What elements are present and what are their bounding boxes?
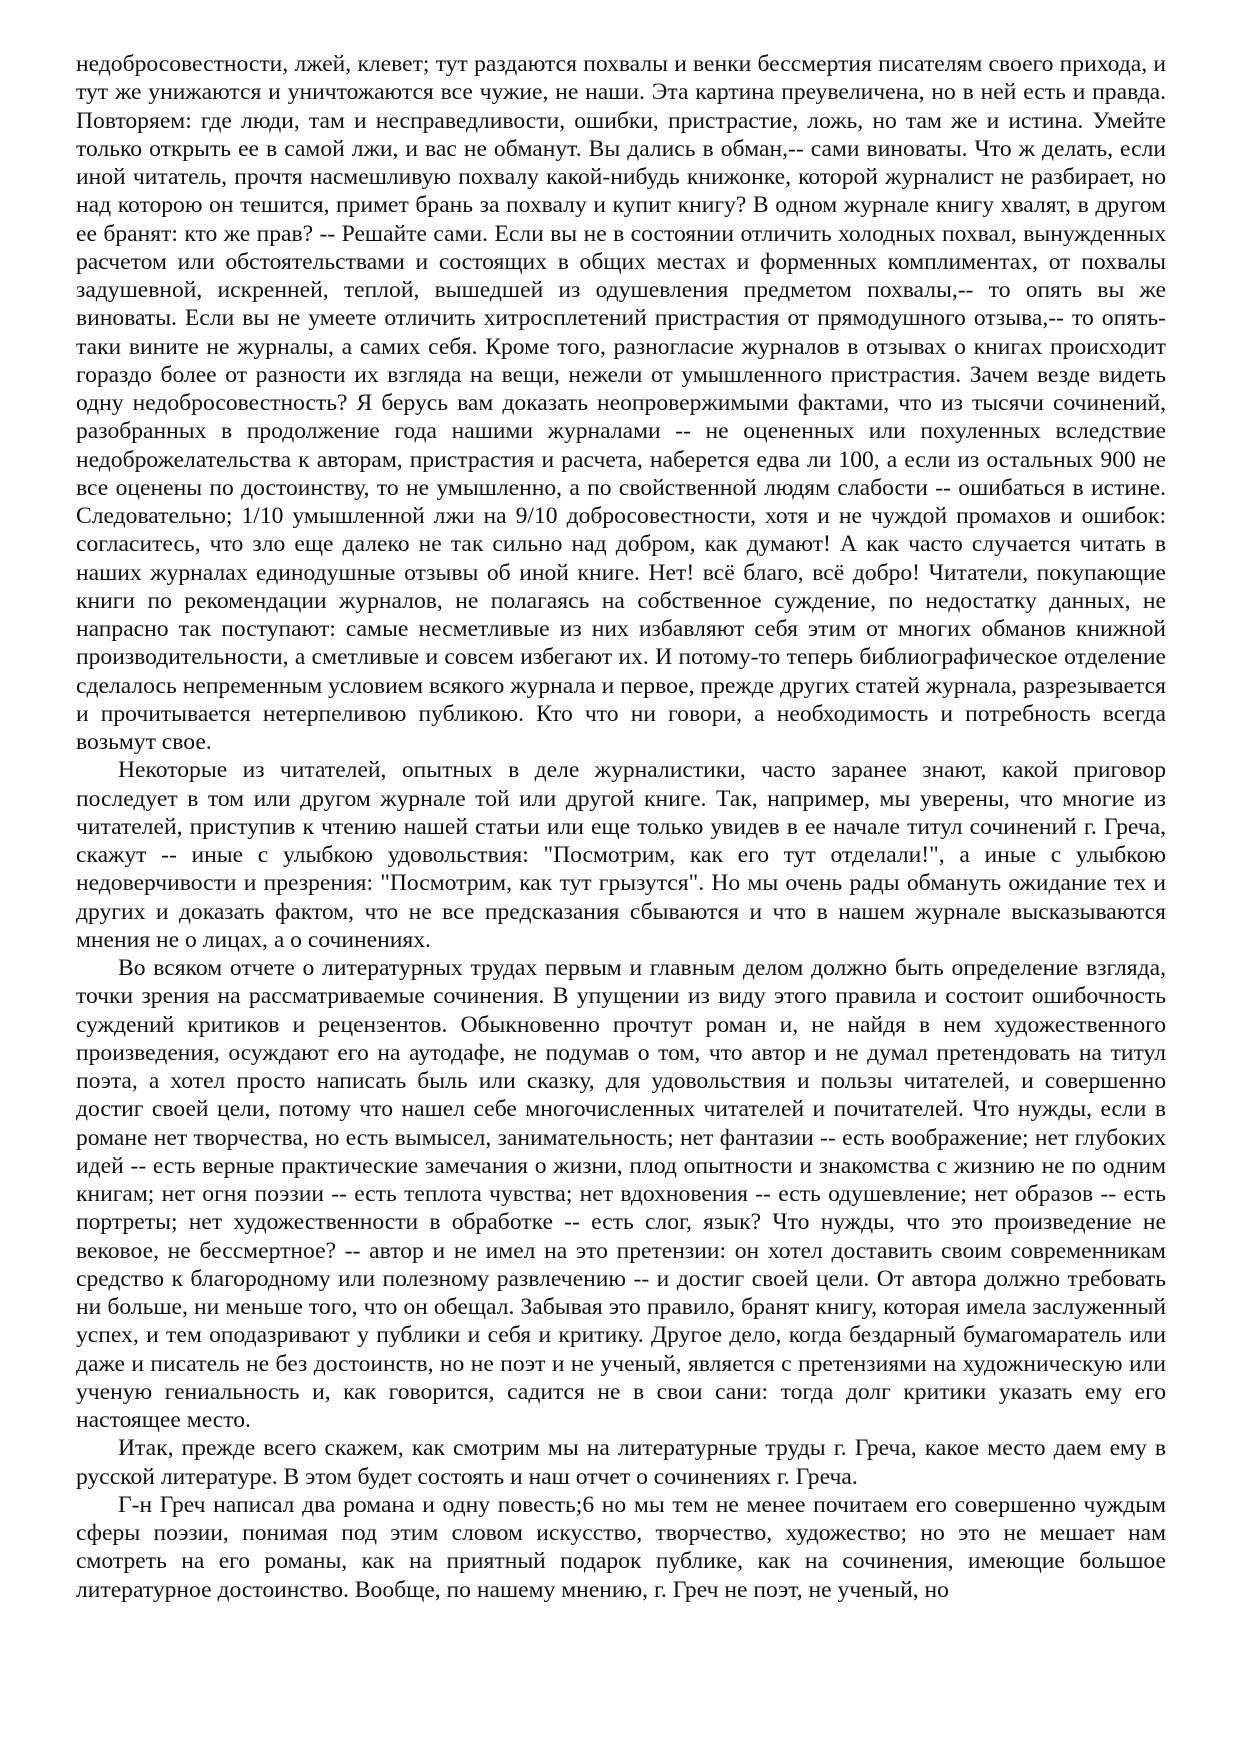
document-page (76, 50, 1166, 1720)
paragraph-2: Некоторые из читателей, опытных в деле журналистики, часто заранее знают, какой приговор последует в том или другом журнале той или другой книге. Так, например, мы уверены, что многие из читателей, приступив к чтению нашей статьи или еще только увидев в ее начале титул сочинений г. Греча, скажут -- иные с улыбкою удовольствия: "Посмотрим, как его тут отделали!", а иные с улыбкою недоверчивости и презрения: "Посмотрим, как тут грызутся". Но мы очень рады обмануть ожидание тех и других и доказать фактом, что не все предсказания сбываются и что в нашем журнале высказываются мнения не о лицах, а о сочинениях. (76, 757, 1166, 953)
paragraph-3: Во всяком отчете о литературных трудах первым и главным делом должно быть определение взгляда, точки зрения на рассматриваемые сочинения. В упущении из виду этого правила и состоит ошибочность суждений критиков и рецензентов. Обыкновенно прочтут роман и, не найдя в нем художественного произведения, осуждают его на аутодафе, не подумав о том, что автор и не думал претендовать на титул поэта, а хотел просто написать быль или сказку, для удовольствия и пользы читателей, и совершенно достиг своей цели, потому что нашел себе многочисленных читателей и почитателей. Что нужды, если в романе нет творчества, но есть вымысел, занимательность; нет фантазии -- есть воображение; нет глубоких идей -- есть верные практические замечания о жизни, плод опытности и знакомства с жизнию не по одним книгам; нет огня поэзии -- есть теплота чувства; нет вдохновения -- есть одушевление; нет образов -- есть портреты; нет художественности в обработке -- есть слог, язык? Что нужды, что это произведение не вековое, не бессмертное? -- автор и не имел на это претензии: он хотел доставить своим современникам средство к благородному или полезному развлечению -- и достиг своей цели. От автора должно требовать ни больше, ни меньше того, что он обещал. Забывая это правило, бранят книгу, которая имела заслуженный успех, и тем оподазривают у публики и себя и критику. Другое дело, когда бездарный бумагомаратель или даже и писатель не без достоинств, но не поэт и не ученый, является с претензиями на художническую или ученую гениальность и, как говорится, садится не в свои сани: тогда долг критики указать ему его настоящее место. (76, 955, 1166, 1433)
paragraph-1: недобросовестности, лжей, клевет; тут раздаются похвалы и венки бессмертия писателям своего прихода, и тут же унижаются и уничтожаются все чужие, не наши. Эта картина преувеличена, но в ней есть и правда. Повторяем: где люди, там и несправедливости, ошибки, пристрастие, ложь, но там же и истина. Умейте только открыть ее в самой лжи, и вас не обманут. Вы дались в обман,-- сами виноваты. Что ж делать, если иной читатель, прочтя насмешливую похвалу какой-нибудь книжонке, которой журналист не разбирает, но над которою он тешится, примет брань за похвалу и купит книгу? В одном журнале книгу хвалят, в другом ее бранят: кто же прав? -- Решайте сами. Если вы не в состоянии отличить холодных похвал, вынужденных расчетом или обстоятельствами и состоящих в общих местах и форменных комплиментах, от похвалы задушевной, искренней, теплой, вышедшей из одушевления предметом похвалы,-- то опять вы же виноваты. Если вы не умеете отличить хитросплетений пристрастия от прямодушного отзыва,-- то опять-таки вините не журналы, а самих себя. Кроме того, разногласие журналов в отзывах о книгах происходит гораздо более от разности их взгляда на вещи, нежели от умышленного пристрастия. Зачем везде видеть одну недобросовестность? Я берусь вам доказать неопровержимыми фактами, что из тысячи сочинений, разобранных в продолжение года нашими журналами -- не оцененных или похуленных вследствие недоброжелательства к авторам, пристрастия и расчета, наберется едва ли 100, а если из остальных 900 не все оценены по достоинству, то не умышленно, а по свойственной людям слабости -- ошибаться в истине. Следовательно; 1/10 умышленной лжи на 9/10 добросовестности, хотя и не чуждой промахов и ошибок: согласитесь, что зло еще далеко не так сильно над добром, как думают! А как часто случается читать в наших журналах единодушные отзывы об иной книге. Нет! всё благо, всё добро! Читатели, покупающие книги по рекомендации журналов, не полагаясь на собственное суждение, по недостатку данных, не напрасно так поступают: самые несметливые из них избавляют себя этим от многих обманов книжной производительности, а сметливые и совсем избегают их. И потому-то теперь библиографическое отделение сделалось непременным условием всякого журнала и первое, прежде других статей журнала, разрезывается и прочитывается нетерпеливою публикою. Кто что ни говори, а необходимость и потребность всегда возьмут свое. (76, 51, 1166, 755)
paragraph-4: Итак, прежде всего скажем, как смотрим мы на литературные труды г. Греча, какое место даем ему в русской литературе. В этом будет состоять и наш отчет о сочинениях г. Греча. (76, 1435, 1166, 1490)
paragraph-5: Г-н Греч написал два романа и одну повесть;6 но мы тем не менее почитаем его совершенно чуждым сферы поэзии, понимая под этим словом искусство, творчество, художество; но это не мешает нам смотреть на его романы, как на приятный подарок публике, как на сочинения, имеющие большое литературное достоинство. Вообще, по нашему мнению, г. Греч не поэт, не ученый, но (76, 1491, 1166, 1603)
